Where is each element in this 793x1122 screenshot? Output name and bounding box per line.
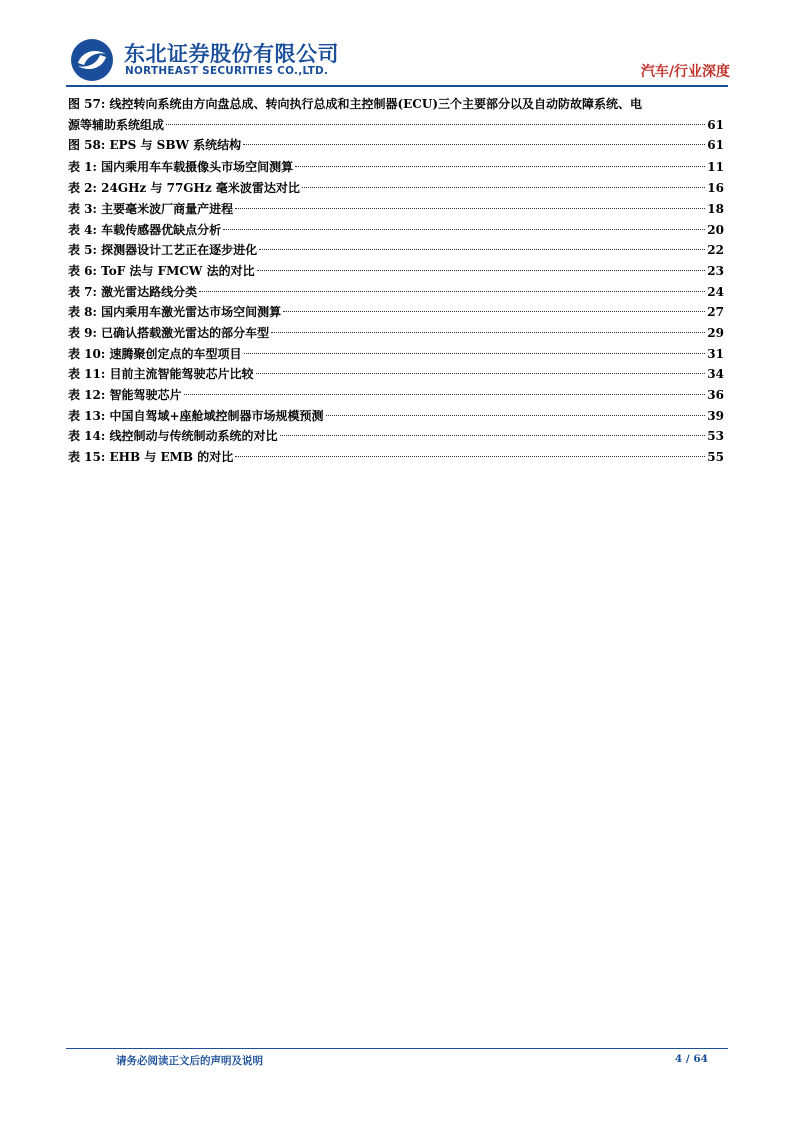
toc-leader-dots (302, 175, 705, 188)
toc-entry-title: 表 4: 车载传感器优缺点分析 (68, 222, 222, 237)
toc-page-number: 34 (707, 367, 724, 382)
toc-entry-title: 表 7: 激光雷达路线分类 (68, 284, 198, 299)
toc-page-number: 31 (707, 346, 724, 361)
toc-leader-dots (283, 299, 705, 312)
toc-entry-title: 表 10: 速腾聚创定点的车型项目 (68, 346, 242, 361)
toc-entry-title: 图 57: 线控转向系统由方向盘总成、转向执行总成和主控制器(ECU)三个主要部分以及自动防故障系统、电 (68, 97, 643, 111)
toc-entry-title: 表 8: 国内乘用车激光雷达市场空间测算 (68, 305, 282, 320)
toc-leader-dots (280, 423, 706, 436)
company-name-cn: 东北证券股份有限公司 (124, 42, 339, 66)
toc-leader-dots (244, 341, 706, 354)
northeast-securities-logo-icon (70, 38, 114, 82)
table-of-contents (68, 94, 724, 468)
toc-entry-title: 表 12: 智能驾驶芯片 (68, 388, 182, 403)
report-type: 汽车/行业深度 (640, 64, 730, 80)
toc-leader-dots (271, 320, 705, 333)
toc-page-number: 61 (707, 138, 724, 153)
page-number: 4 / 64 (674, 1053, 708, 1065)
toc-entry-title: 表 14: 线控制动与传统制动系统的对比 (68, 429, 278, 444)
toc-page-number: 23 (707, 263, 724, 278)
toc-page-number: 55 (707, 450, 724, 465)
toc-leader-dots (166, 112, 705, 125)
toc-leader-dots (243, 132, 705, 145)
toc-page-number: 29 (707, 325, 724, 340)
toc-entry-title: 图 58: EPS 与 SBW 系统结构 (68, 138, 242, 153)
toc-page-number: 18 (707, 201, 724, 216)
toc-leader-dots (257, 258, 706, 271)
toc-page-number: 39 (707, 408, 724, 423)
toc-entry-title: 表 11: 目前主流智能驾驶芯片比较 (68, 367, 254, 382)
toc-leader-dots (256, 361, 706, 374)
toc-leader-dots (184, 382, 706, 395)
toc-page-number: 24 (707, 284, 724, 299)
toc-entry-title: 表 6: ToF 法与 FMCW 法的对比 (68, 263, 255, 278)
toc-page-number: 61 (707, 117, 724, 132)
toc-page-number: 11 (707, 160, 724, 175)
toc-entry-title: 表 15: EHB 与 EMB 的对比 (68, 450, 234, 465)
toc-entry-title: 表 9: 已确认搭载激光雷达的部分车型 (68, 325, 270, 340)
toc-page-number: 36 (707, 388, 724, 403)
toc-entry[interactable] (68, 135, 724, 156)
disclaimer-note: 请务必阅读正文后的声明及说明 (116, 1055, 263, 1067)
company-name-en: NORTHEAST SECURITIES CO.,LTD. (125, 65, 329, 77)
toc-entry[interactable] (68, 447, 724, 468)
toc-entry-title: 源等辅助系统组成 (68, 117, 165, 132)
footer-divider (66, 1048, 728, 1049)
toc-leader-dots (326, 403, 706, 416)
toc-page-number: 20 (707, 222, 724, 237)
toc-entry-title: 表 2: 24GHz 与 77GHz 毫米波雷达对比 (68, 181, 300, 196)
toc-page-number: 27 (707, 305, 724, 320)
toc-leader-dots (235, 444, 705, 457)
toc-leader-dots (259, 237, 705, 250)
toc-entry-title: 表 13: 中国自驾域+座舱域控制器市场规模预测 (68, 408, 324, 423)
toc-leader-dots (223, 217, 705, 230)
toc-leader-dots (235, 196, 705, 209)
toc-leader-dots (199, 279, 705, 292)
toc-leader-dots (295, 154, 705, 167)
toc-entry-title: 表 3: 主要毫米波厂商量产进程 (68, 201, 234, 216)
toc-entry-title: 表 5: 探测器设计工艺正在逐步进化 (68, 243, 258, 258)
toc-page-number: 53 (707, 429, 724, 444)
header-divider (66, 85, 728, 87)
toc-page-number: 22 (707, 243, 724, 258)
page-header (0, 0, 793, 90)
toc-entry-title: 表 1: 国内乘用车车载摄像头市场空间测算 (68, 160, 294, 175)
toc-page-number: 16 (707, 181, 724, 196)
